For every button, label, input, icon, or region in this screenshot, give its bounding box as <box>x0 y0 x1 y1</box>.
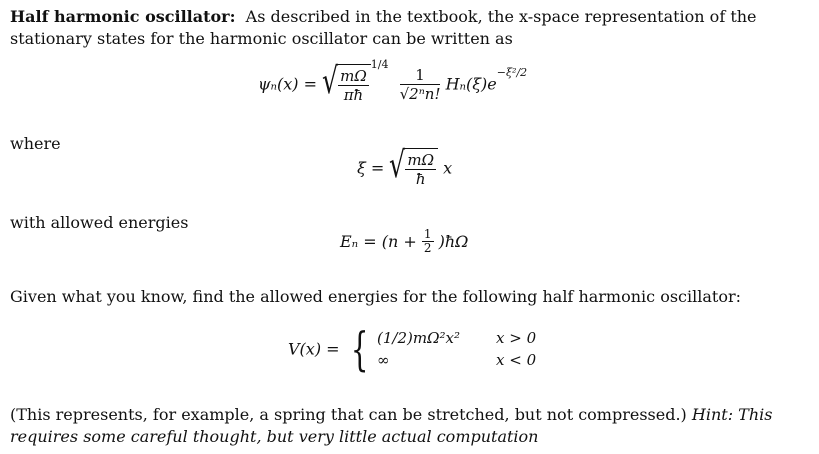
case1-condition: x > 0 <box>496 329 537 347</box>
hermite-term: Hₙ(ξ)e <box>445 74 497 94</box>
left-brace: { <box>350 322 369 376</box>
half-denominator: 2 <box>423 241 432 255</box>
potential-equation <box>288 322 542 376</box>
section-title: Half harmonic oscillator: <box>10 7 236 26</box>
note-text: (This represents, for example, a spring that can be stretched, but not compressed.) <box>10 405 687 424</box>
sqrt-denominator: πħ <box>343 86 364 104</box>
half-fraction <box>422 228 434 255</box>
sqrt-term: √ $\frac{m\Omega}{\pi ħ}$ <box>322 64 371 104</box>
xi-denominator: ħ <box>415 170 426 188</box>
case-row <box>371 349 542 371</box>
question-text: Given what you know, find the allowed energies for the following half harmonic oscillator: <box>10 287 741 306</box>
xi-lhs: ξ = <box>357 158 385 178</box>
case2-expression: ∞ <box>377 351 390 369</box>
intro-paragraph <box>10 6 809 50</box>
intro-text: As described in the textbook, the x-space representation of the stationary states for the harmonic oscillator can be written as <box>10 7 757 48</box>
xi-equation <box>357 145 453 188</box>
where-label: where <box>10 134 61 153</box>
xi-numerator: mΩ <box>407 151 435 169</box>
power-exponent: 1/4 <box>370 58 389 72</box>
wavefunction-equation <box>258 58 528 104</box>
piecewise-cases <box>371 327 542 371</box>
energies-label: with allowed energies <box>10 213 189 232</box>
normalization-fraction: $\frac{1}{\text{√2ⁿn!}}$ <box>399 65 441 103</box>
psi-lhs: ψₙ(x) = <box>258 74 318 94</box>
energy-lhs: Eₙ = (n + <box>340 232 417 251</box>
xi-variable: x <box>443 158 453 178</box>
note-paragraph <box>10 404 809 448</box>
hint-text: Hint: This requires some careful thought, but very little actual computation <box>10 405 773 446</box>
case2-condition: x < 0 <box>496 351 537 369</box>
xi-sqrt: √ $\frac{m\Omega}{ħ}$ <box>389 148 438 188</box>
fraction-denominator: 2ⁿn! <box>409 84 441 103</box>
case-row <box>371 327 542 349</box>
fraction-numerator: 1 <box>400 66 441 85</box>
energy-tail: )ħΩ <box>438 232 469 251</box>
energy-equation <box>340 228 468 255</box>
case1-expression: (1/2)mΩ²x² <box>377 329 461 347</box>
sqrt-numerator: mΩ <box>340 67 367 85</box>
potential-lhs: V(x) = <box>288 339 340 359</box>
exponential-power: −ξ²/2 <box>496 66 528 80</box>
half-numerator: 1 <box>423 227 432 241</box>
